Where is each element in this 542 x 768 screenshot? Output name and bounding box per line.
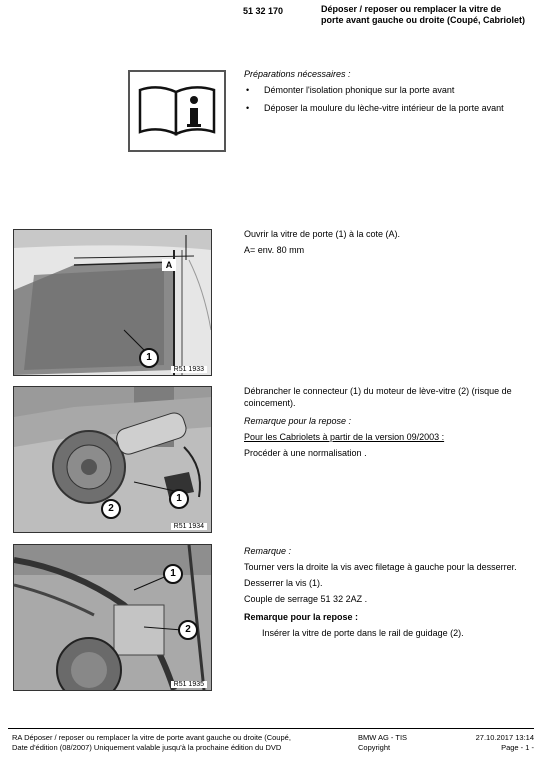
callout-guide-rail: 2 [178, 620, 198, 640]
preparation-section [244, 68, 534, 120]
step3-loosen-screw: Desserrer la vis (1). [244, 578, 323, 588]
step2-cabriolet-link[interactable]: Pour les Cabriolets à partir de la version 09/2003 : [244, 432, 445, 442]
footer-right [462, 733, 534, 753]
figure-window-motor [13, 386, 212, 533]
callout-screw: 1 [163, 564, 183, 584]
footer-page: Page - 1 - [501, 743, 534, 752]
callout-motor: 2 [101, 499, 121, 519]
step2-remark-heading: Remarque pour la repose : [244, 416, 352, 426]
procedure-number: 51 32 170 [243, 6, 284, 16]
footer-middle [358, 733, 407, 753]
step3-torque: Couple de serrage 51 32 2AZ . [244, 594, 368, 604]
figure-code: R51 1935 [171, 681, 207, 688]
figure-code: R51 1934 [171, 523, 207, 530]
info-book-icon [128, 70, 226, 152]
procedure-title: Déposer / reposer ou remplacer la vitre de porte avant gauche ou droite (Coupé, Cabriolet) [321, 4, 526, 25]
preparation-item: • Démonter l'isolation phonique sur la porte avant [244, 84, 534, 96]
footer-divider [8, 728, 534, 729]
step3-remark-heading: Remarque : [244, 546, 292, 556]
figure-window-open [13, 229, 212, 376]
figure-code: R51 1933 [171, 366, 207, 373]
callout-window: 1 [139, 348, 159, 368]
callout-dimension-a: A [162, 259, 176, 271]
figure-window-screw [13, 544, 212, 691]
step3-left-thread-note: Tourner vers la droite la vis avec filetage à gauche pour la desserrer. [244, 562, 517, 572]
footer-publisher: BMW AG - TIS [358, 733, 408, 742]
footer-doc-title: RA Déposer / reposer ou remplacer la vitre de porte avant gauche ou droite (Coupé, [12, 733, 291, 742]
step2-text [244, 385, 534, 459]
step1-instruction: Ouvrir la vitre de porte (1) à la cote (A). [244, 229, 401, 239]
preparation-item: • Déposer la moulure du lèche-vitre intérieur de la porte avant [244, 102, 534, 114]
footer-edition: Date d'édition (08/2007) Uniquement valable jusqu'à la prochaine édition du DVD [12, 743, 282, 752]
footer-left [12, 733, 291, 753]
preparation-heading: Préparations nécessaires : [244, 69, 351, 79]
footer-copyright: Copyright [358, 743, 391, 752]
step3-insert-window: Insérer la vitre de porte dans le rail de guidage (2). [262, 628, 464, 638]
footer-datetime: 27.10.2017 13:14 [475, 733, 534, 742]
step1-dimension: A= env. 80 mm [244, 245, 305, 255]
step3-text [244, 545, 534, 639]
step2-normalisation: Procéder à une normalisation . [244, 448, 367, 458]
step2-instruction: Débrancher le connecteur (1) du moteur de lève-vitre (2) (risque de coincement). [244, 386, 512, 408]
callout-connector: 1 [169, 489, 189, 509]
step3-remark2-heading: Remarque pour la repose : [244, 612, 359, 622]
step1-text [244, 228, 534, 256]
